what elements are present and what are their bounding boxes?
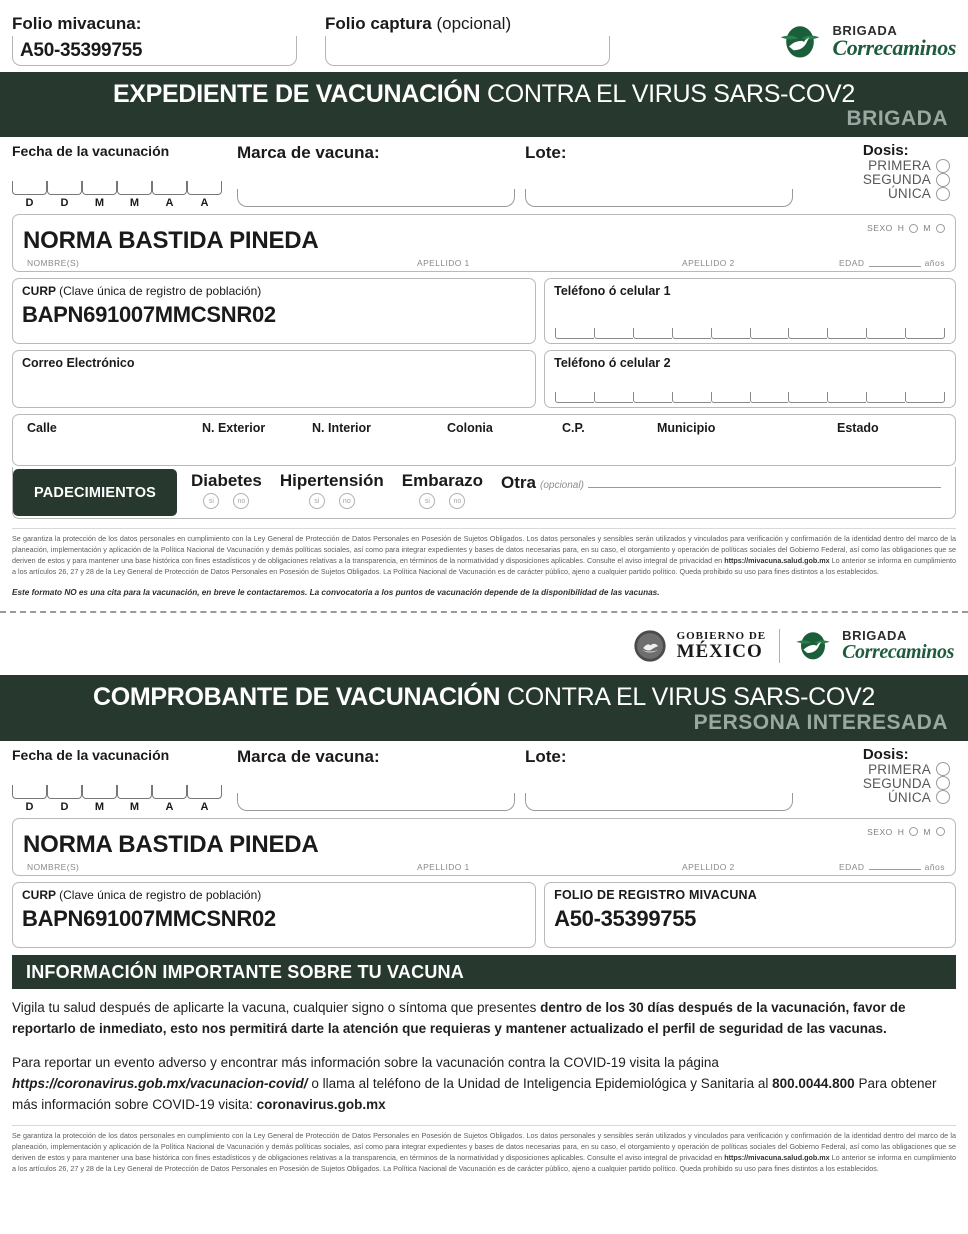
section-comprobante <box>0 613 968 1175</box>
folio-mivacuna-block <box>12 14 297 66</box>
legal-url: https://mivacuna.salud.gob.mx <box>724 1153 830 1163</box>
brigada-logo-text <box>832 24 956 59</box>
date-letter: A <box>165 197 174 210</box>
expediente-banner-subtitle: BRIGADA <box>846 107 948 131</box>
date-letter: A <box>200 197 209 210</box>
marca-vacuna-input[interactable] <box>237 189 515 207</box>
patient-name-row-2[interactable] <box>12 818 956 876</box>
fecha-vacunacion-label: Fecha de la vacunación <box>12 746 170 763</box>
padecimientos-tag: PADECIMIENTOS <box>13 469 177 516</box>
caption-apellido1: APELLIDO 1 <box>417 861 470 872</box>
telefono1-label: Teléfono ó celular 1 <box>554 284 671 299</box>
address-label-colonia: Colonia <box>447 421 493 436</box>
fecha-vacunacion-group <box>12 143 227 209</box>
dosis-group-2 <box>863 747 956 805</box>
privacy-legal-text-2 <box>12 1125 956 1175</box>
address-labels <box>13 421 955 435</box>
curp-label-bold: CURP <box>22 887 56 902</box>
padecimiento-label: Hipertensión <box>279 471 384 491</box>
logo-separator <box>779 629 780 663</box>
patient-name-row[interactable] <box>12 214 956 272</box>
address-label-calle: Calle <box>27 421 57 436</box>
dosis-option-segunda[interactable] <box>863 173 950 187</box>
date-cell-m2[interactable] <box>117 785 152 813</box>
radio-si-icon[interactable]: si <box>203 493 219 509</box>
radio-circle-icon[interactable] <box>936 790 950 804</box>
curp-value: BAPN691007MMCSNR02 <box>22 302 276 328</box>
dosis-option-primera[interactable] <box>863 159 950 173</box>
date-cell-m2[interactable] <box>117 181 152 209</box>
brigada-correcaminos-logo <box>777 18 956 66</box>
sexo-m-label: M <box>923 223 931 234</box>
phone-digit-cell[interactable] <box>633 392 672 403</box>
expediente-banner-bold: EXPEDIENTE DE VACUNACIÓN <box>112 80 481 108</box>
brigada-logo-text-2 <box>842 629 954 662</box>
curp-field[interactable] <box>12 278 536 344</box>
caption-nombres: NOMBRE(S) <box>27 258 80 269</box>
lote-input[interactable] <box>525 793 793 811</box>
dosis-option-segunda[interactable] <box>863 776 950 790</box>
comprobante-banner-subtitle: PERSONA INTERESADA <box>693 710 948 734</box>
brigada-correcaminos-logo-2 <box>793 625 954 667</box>
legal-body: Se garantiza la protección de los datos personales en cumplimiento con la Ley General de Protección de Datos Personales en Posesión de Sujetos Obligados. Los datos personales y sensibles serán utilizados y vinculados para verificación y confirmación de la identidad dentro del marco de la planeación, implementación y aplicación de la Política Nacional de Vacunación y demás políticas sociales, así como para integrar expedientes y bases de datos necesarias para, en su caso, el otorgamiento y operación de políticas sociales del Gobierno Federal, así como las obligaciones que se deriven de estos y para mantener una base histórica con fines estadísticos y de obligaciones relativas a la transparencia, en términos de la normatividad y disposiciones aplicables. Consulte el aviso integral de privacidad en <box>12 534 956 566</box>
date-letter: A <box>200 800 209 813</box>
dosis-option-unica[interactable] <box>863 790 950 804</box>
date-letter: D <box>25 197 34 210</box>
phone-digit-cell[interactable] <box>594 392 633 403</box>
date-slot[interactable] <box>187 181 222 195</box>
lote-group <box>525 143 793 207</box>
telefono2-cells[interactable] <box>555 392 945 403</box>
curp-label-bold: CURP <box>22 284 56 299</box>
dosis-option-label: ÚNICA <box>887 186 931 202</box>
phone-digit-cell[interactable] <box>711 392 750 403</box>
caption-apellido2: APELLIDO 2 <box>682 258 735 269</box>
sexo-m-label: M <box>923 826 931 837</box>
date-letter: M <box>129 800 140 813</box>
correo-label: Correo Electrónico <box>22 356 135 371</box>
edad-label: EDAD <box>838 861 865 872</box>
date-cell-m1[interactable] <box>82 785 117 813</box>
date-cell-d1[interactable] <box>12 785 47 813</box>
radio-circle-icon[interactable] <box>936 776 950 790</box>
curp-label-normal: (Clave única de registro de población) <box>59 887 262 902</box>
radio-circle-icon[interactable] <box>909 224 918 233</box>
dosis-option-label: PRIMERA <box>868 158 931 174</box>
brigada-logo-line1: BRIGADA <box>832 22 898 38</box>
padecimientos-items <box>177 467 955 518</box>
curp-label-normal: (Clave única de registro de población) <box>59 284 262 299</box>
dosis-option-primera[interactable] <box>863 762 950 776</box>
section2-logo-row <box>0 613 968 675</box>
name-field-captions <box>13 258 955 268</box>
legal-tail: Lo anterior se informa en cumplimiento a los artículos 26, 27 y 28 de la Ley General de Protección de Datos Personales en Posesión de Sujetos Obligados. La Política Nacional de Vacunación es de carácter público, ajeno a cualquier partido político. Queda prohibido su uso para fines distintos a los establecidos. <box>12 556 956 577</box>
padecimiento-options[interactable] <box>280 493 384 509</box>
phone-digit-cell[interactable] <box>594 328 633 339</box>
gobierno-logo-line2: MÉXICO <box>676 641 763 663</box>
radio-circle-icon[interactable] <box>936 159 950 173</box>
brigada-logo-line2: Correcaminos <box>832 34 956 60</box>
folio-captura-optional-text: (opcional) <box>436 14 512 33</box>
marca-vacuna-label: Marca de vacuna: <box>237 143 380 163</box>
phone-digit-cell[interactable] <box>555 392 594 403</box>
phone-digit-cell[interactable] <box>788 392 827 403</box>
padecimiento-options[interactable] <box>402 493 483 509</box>
coronavirus-site-url[interactable]: coronavirus.gob.mx <box>256 1097 386 1113</box>
padecimiento-diabetes <box>191 471 262 509</box>
info-p2-part-c: Para obtener más información sobre COVID-19 visita: <box>12 1076 937 1113</box>
phone-digit-cell[interactable] <box>905 392 945 403</box>
fecha-cells[interactable] <box>12 181 227 209</box>
date-slot[interactable] <box>152 785 187 799</box>
marca-vacuna-group <box>237 143 515 207</box>
dosis-option-unica[interactable] <box>863 187 950 201</box>
telefono1-field[interactable] <box>544 278 956 344</box>
roadrunner-bird-icon <box>777 18 823 64</box>
marca-vacuna-input[interactable] <box>237 793 515 811</box>
roadrunner-bird-icon <box>793 625 833 665</box>
radio-si-icon[interactable]: si <box>309 493 325 509</box>
phone-digit-cell[interactable] <box>633 328 672 339</box>
date-slot[interactable] <box>12 785 47 799</box>
folio-mivacuna-label: Folio mivacuna: <box>12 14 142 33</box>
date-cell-a1[interactable] <box>152 785 187 813</box>
address-label-n-exterior: N. Exterior <box>202 421 266 436</box>
radio-circle-icon[interactable] <box>936 827 945 836</box>
dosis-option-label: ÚNICA <box>887 789 931 805</box>
info-importante-banner: INFORMACIÓN IMPORTANTE SOBRE TU VACUNA <box>12 955 956 989</box>
date-letter: M <box>129 197 140 210</box>
otra-input[interactable] <box>588 474 941 488</box>
dosis-label: Dosis: <box>862 745 909 763</box>
gobierno-logo-text <box>677 631 767 661</box>
folio-registro-field[interactable] <box>544 882 956 948</box>
phone-digit-cell[interactable] <box>827 328 866 339</box>
otra-label: Otra <box>501 473 536 493</box>
phone-digit-cell[interactable] <box>750 392 789 403</box>
edad-unit-label: años <box>924 258 945 269</box>
lote-label: Lote: <box>525 746 567 766</box>
address-label-cp: C.P. <box>562 421 585 436</box>
padecimiento-embarazo <box>402 471 483 509</box>
date-letter: D <box>60 800 69 813</box>
date-letter: M <box>94 197 105 210</box>
radio-circle-icon[interactable] <box>909 827 918 836</box>
marca-vacuna-group-2 <box>237 747 515 811</box>
telefono2-label: Teléfono ó celular 2 <box>554 356 671 371</box>
curp-label <box>22 888 526 902</box>
sexo-label: SEXO <box>867 223 893 234</box>
curp-folio-row <box>12 882 956 948</box>
radio-no-icon[interactable]: no <box>233 493 249 509</box>
phone-digit-cell[interactable] <box>905 328 945 339</box>
padecimiento-label: Embarazo <box>401 471 484 491</box>
otra-optional-label: (opcional) <box>540 480 584 492</box>
brigada-logo-line2: Correcaminos <box>842 640 954 663</box>
fecha-vacunacion-label: Fecha de la vacunación <box>12 143 170 160</box>
telefono2-field[interactable] <box>544 350 956 408</box>
radio-circle-icon[interactable] <box>936 224 945 233</box>
edad-label: EDAD <box>838 258 865 269</box>
appointment-notice: Este formato NO es una cita para la vacunación, en breve le contactaremos. La convocatoria a los puntos de vacunación depende de la disponibilidad de las vacunas. <box>12 588 660 598</box>
legal-body: Se garantiza la protección de los datos personales en cumplimiento con la Ley General de Protección de Datos Personales en Posesión de Sujetos Obligados. Los datos personales y sensibles serán utilizados y vinculados para verificación y confirmación de la identidad dentro del marco de la planeación, implementación y aplicación de la Política Nacional de Vacunación y demás políticas sociales, así como para integrar expedientes y bases de datos necesarias para, en su caso, el otorgamiento y operación de políticas sociales del Gobierno Federal, así como las obligaciones que se deriven de estos y para mantener una base histórica con fines estadísticos y de obligaciones relativas a la transparencia, en términos de la normatividad y disposiciones aplicables. Consulte el aviso integral de privacidad en <box>12 1131 956 1163</box>
fecha-cells-2[interactable] <box>12 785 227 813</box>
date-slot[interactable] <box>12 181 47 195</box>
padecimientos-row <box>12 467 956 519</box>
phone-digit-cell[interactable] <box>672 328 711 339</box>
radio-no-icon[interactable]: no <box>339 493 355 509</box>
telefono1-cells[interactable] <box>555 328 945 339</box>
dosis-option-label: SEGUNDA <box>862 172 931 188</box>
date-cell-a2[interactable] <box>187 181 222 209</box>
lote-input[interactable] <box>525 189 793 207</box>
padecimiento-hipertension <box>280 471 384 509</box>
radio-circle-icon[interactable] <box>936 762 950 776</box>
date-cell-a1[interactable] <box>152 181 187 209</box>
date-letter: M <box>94 800 105 813</box>
address-label-municipio: Municipio <box>657 421 716 436</box>
curp-telefono-row <box>12 278 956 344</box>
curp-value: BAPN691007MMCSNR02 <box>22 905 276 931</box>
date-slot[interactable] <box>47 785 82 799</box>
expediente-banner-rest: CONTRA EL VIRUS SARS-COV2 <box>486 80 856 108</box>
date-slot[interactable] <box>187 785 222 799</box>
info-p1-bold: dentro de los 30 días después de la vacunación, favor de reportarlo de inmediato, esto nos permitirá darte la atención que requieras y mantener actualizado el perfil de seguridad de las vacunas. <box>12 999 906 1036</box>
patient-name-value: NORMA BASTIDA PINEDA <box>23 227 319 255</box>
date-letter: D <box>25 800 34 813</box>
curp-field-2[interactable] <box>12 882 536 948</box>
folio-mivacuna-input[interactable]: A50-35399755 <box>12 36 297 66</box>
folio-registro-value: A50-35399755 <box>554 905 697 931</box>
date-letter: A <box>165 800 174 813</box>
date-cell-d2[interactable] <box>47 785 82 813</box>
legal-tail: Lo anterior se informa en cumplimiento a los artículos 26, 27 y 28 de la Ley General de Protección de Datos Personales en Posesión de Sujetos Obligados. La Política Nacional de Vacunación es de carácter público, ajeno a cualquier partido político. Queda prohibido su uso para fines distintos a los establecidos. <box>12 1153 956 1174</box>
address-label-n-interior: N. Interior <box>312 421 372 436</box>
expediente-banner <box>0 72 968 137</box>
dosis-group <box>863 143 956 201</box>
radio-circle-icon[interactable] <box>936 173 950 187</box>
patient-name-value: NORMA BASTIDA PINEDA <box>23 830 319 858</box>
correo-telefono2-row <box>12 350 956 408</box>
folio-registro-label: FOLIO DE REGISTRO MIVACUNA <box>554 887 758 902</box>
sexo-h-label: H <box>897 223 905 234</box>
brigada-logo-line1: BRIGADA <box>842 627 907 643</box>
info-paragraph-1 <box>12 998 956 1040</box>
phone-digit-cell[interactable] <box>750 328 789 339</box>
gobierno-logo-line1: GOBIERNO DE <box>676 630 767 643</box>
folio-captura-input[interactable] <box>325 36 610 66</box>
lote-group-2 <box>525 747 793 811</box>
radio-si-icon[interactable]: si <box>419 493 435 509</box>
phone-digit-cell[interactable] <box>711 328 750 339</box>
folio-captura-label-text: Folio captura <box>325 14 432 33</box>
folio-row <box>0 0 968 72</box>
coronavirus-vacunacion-url[interactable]: https://coronavirus.gob.mx/vacunacion-covid/ <box>12 1076 308 1092</box>
address-row[interactable] <box>12 414 956 466</box>
phone-digit-cell[interactable] <box>827 392 866 403</box>
date-slot[interactable] <box>117 785 152 799</box>
vaccination-data-row-2 <box>0 741 968 813</box>
privacy-legal-text-1 <box>12 528 956 578</box>
vaccination-data-row <box>0 137 968 209</box>
padecimiento-otra[interactable] <box>501 471 955 493</box>
mexican-eagle-seal-icon <box>633 629 667 663</box>
curp-label <box>22 284 526 298</box>
comprobante-banner-rest: CONTRA EL VIRUS SARS-COV2 <box>506 683 876 712</box>
marca-vacuna-label: Marca de vacuna: <box>237 746 380 766</box>
comprobante-banner-bold: COMPROBANTE DE VACUNACIÓN <box>92 683 501 712</box>
lote-label: Lote: <box>525 143 567 163</box>
phone-digit-cell[interactable] <box>555 328 594 339</box>
dosis-option-label: PRIMERA <box>868 761 931 777</box>
section-expediente <box>0 0 968 613</box>
comprobante-banner-title <box>14 684 954 710</box>
caption-nombres: NOMBRE(S) <box>27 861 80 872</box>
sexo-group[interactable] <box>867 223 945 233</box>
radio-circle-icon[interactable] <box>936 187 950 201</box>
date-slot[interactable] <box>82 785 117 799</box>
phone-digit-cell[interactable] <box>788 328 827 339</box>
date-slot[interactable] <box>117 181 152 195</box>
info-p1-normal: Vigila tu salud después de aplicarte la vacuna, cualquier signo o síntoma que presentes <box>12 999 541 1015</box>
gobierno-de-mexico-logo <box>633 629 767 663</box>
radio-no-icon[interactable]: no <box>449 493 465 509</box>
edad-unit-label: años <box>924 861 945 872</box>
address-label-estado: Estado <box>837 421 879 436</box>
info-paragraph-2 <box>12 1053 956 1116</box>
date-cell-m1[interactable] <box>82 181 117 209</box>
uies-phone-number: 800.0044.800 <box>772 1076 855 1092</box>
folio-captura-block <box>325 14 610 66</box>
fecha-vacunacion-group-2 <box>12 747 227 813</box>
sexo-group-2[interactable] <box>867 827 945 837</box>
phone-digit-cell[interactable] <box>866 328 905 339</box>
date-slot[interactable] <box>47 181 82 195</box>
padecimiento-label: Diabetes <box>191 471 262 491</box>
caption-apellido1: APELLIDO 1 <box>417 258 470 269</box>
date-slot[interactable] <box>82 181 117 195</box>
phone-digit-cell[interactable] <box>866 392 905 403</box>
date-slot[interactable] <box>152 181 187 195</box>
dosis-option-label: SEGUNDA <box>862 775 931 791</box>
dosis-label: Dosis: <box>862 142 909 160</box>
date-cell-d1[interactable] <box>12 181 47 209</box>
info-p2-part-b: o llama al teléfono de la Unidad de Inteligencia Epidemiológica y Sanitaria al <box>307 1076 773 1092</box>
date-cell-a2[interactable] <box>187 785 222 813</box>
comprobante-banner <box>0 675 968 740</box>
phone-digit-cell[interactable] <box>672 392 711 403</box>
name-field-captions-2 <box>13 862 955 872</box>
info-p2-part-a: Para reportar un evento adverso y encontrar más información sobre la vacunación contra la COVID-19 visita la página <box>12 1055 719 1071</box>
date-cell-d2[interactable] <box>47 181 82 209</box>
correo-electronico-field[interactable] <box>12 350 536 408</box>
folio-captura-label <box>325 14 610 34</box>
caption-apellido2: APELLIDO 2 <box>682 861 735 872</box>
sexo-h-label: H <box>897 826 905 837</box>
padecimiento-options[interactable] <box>191 493 262 509</box>
sexo-label: SEXO <box>867 826 893 837</box>
date-letter: D <box>60 197 69 210</box>
legal-url: https://mivacuna.salud.gob.mx <box>724 556 830 566</box>
expediente-banner-title <box>14 81 954 107</box>
